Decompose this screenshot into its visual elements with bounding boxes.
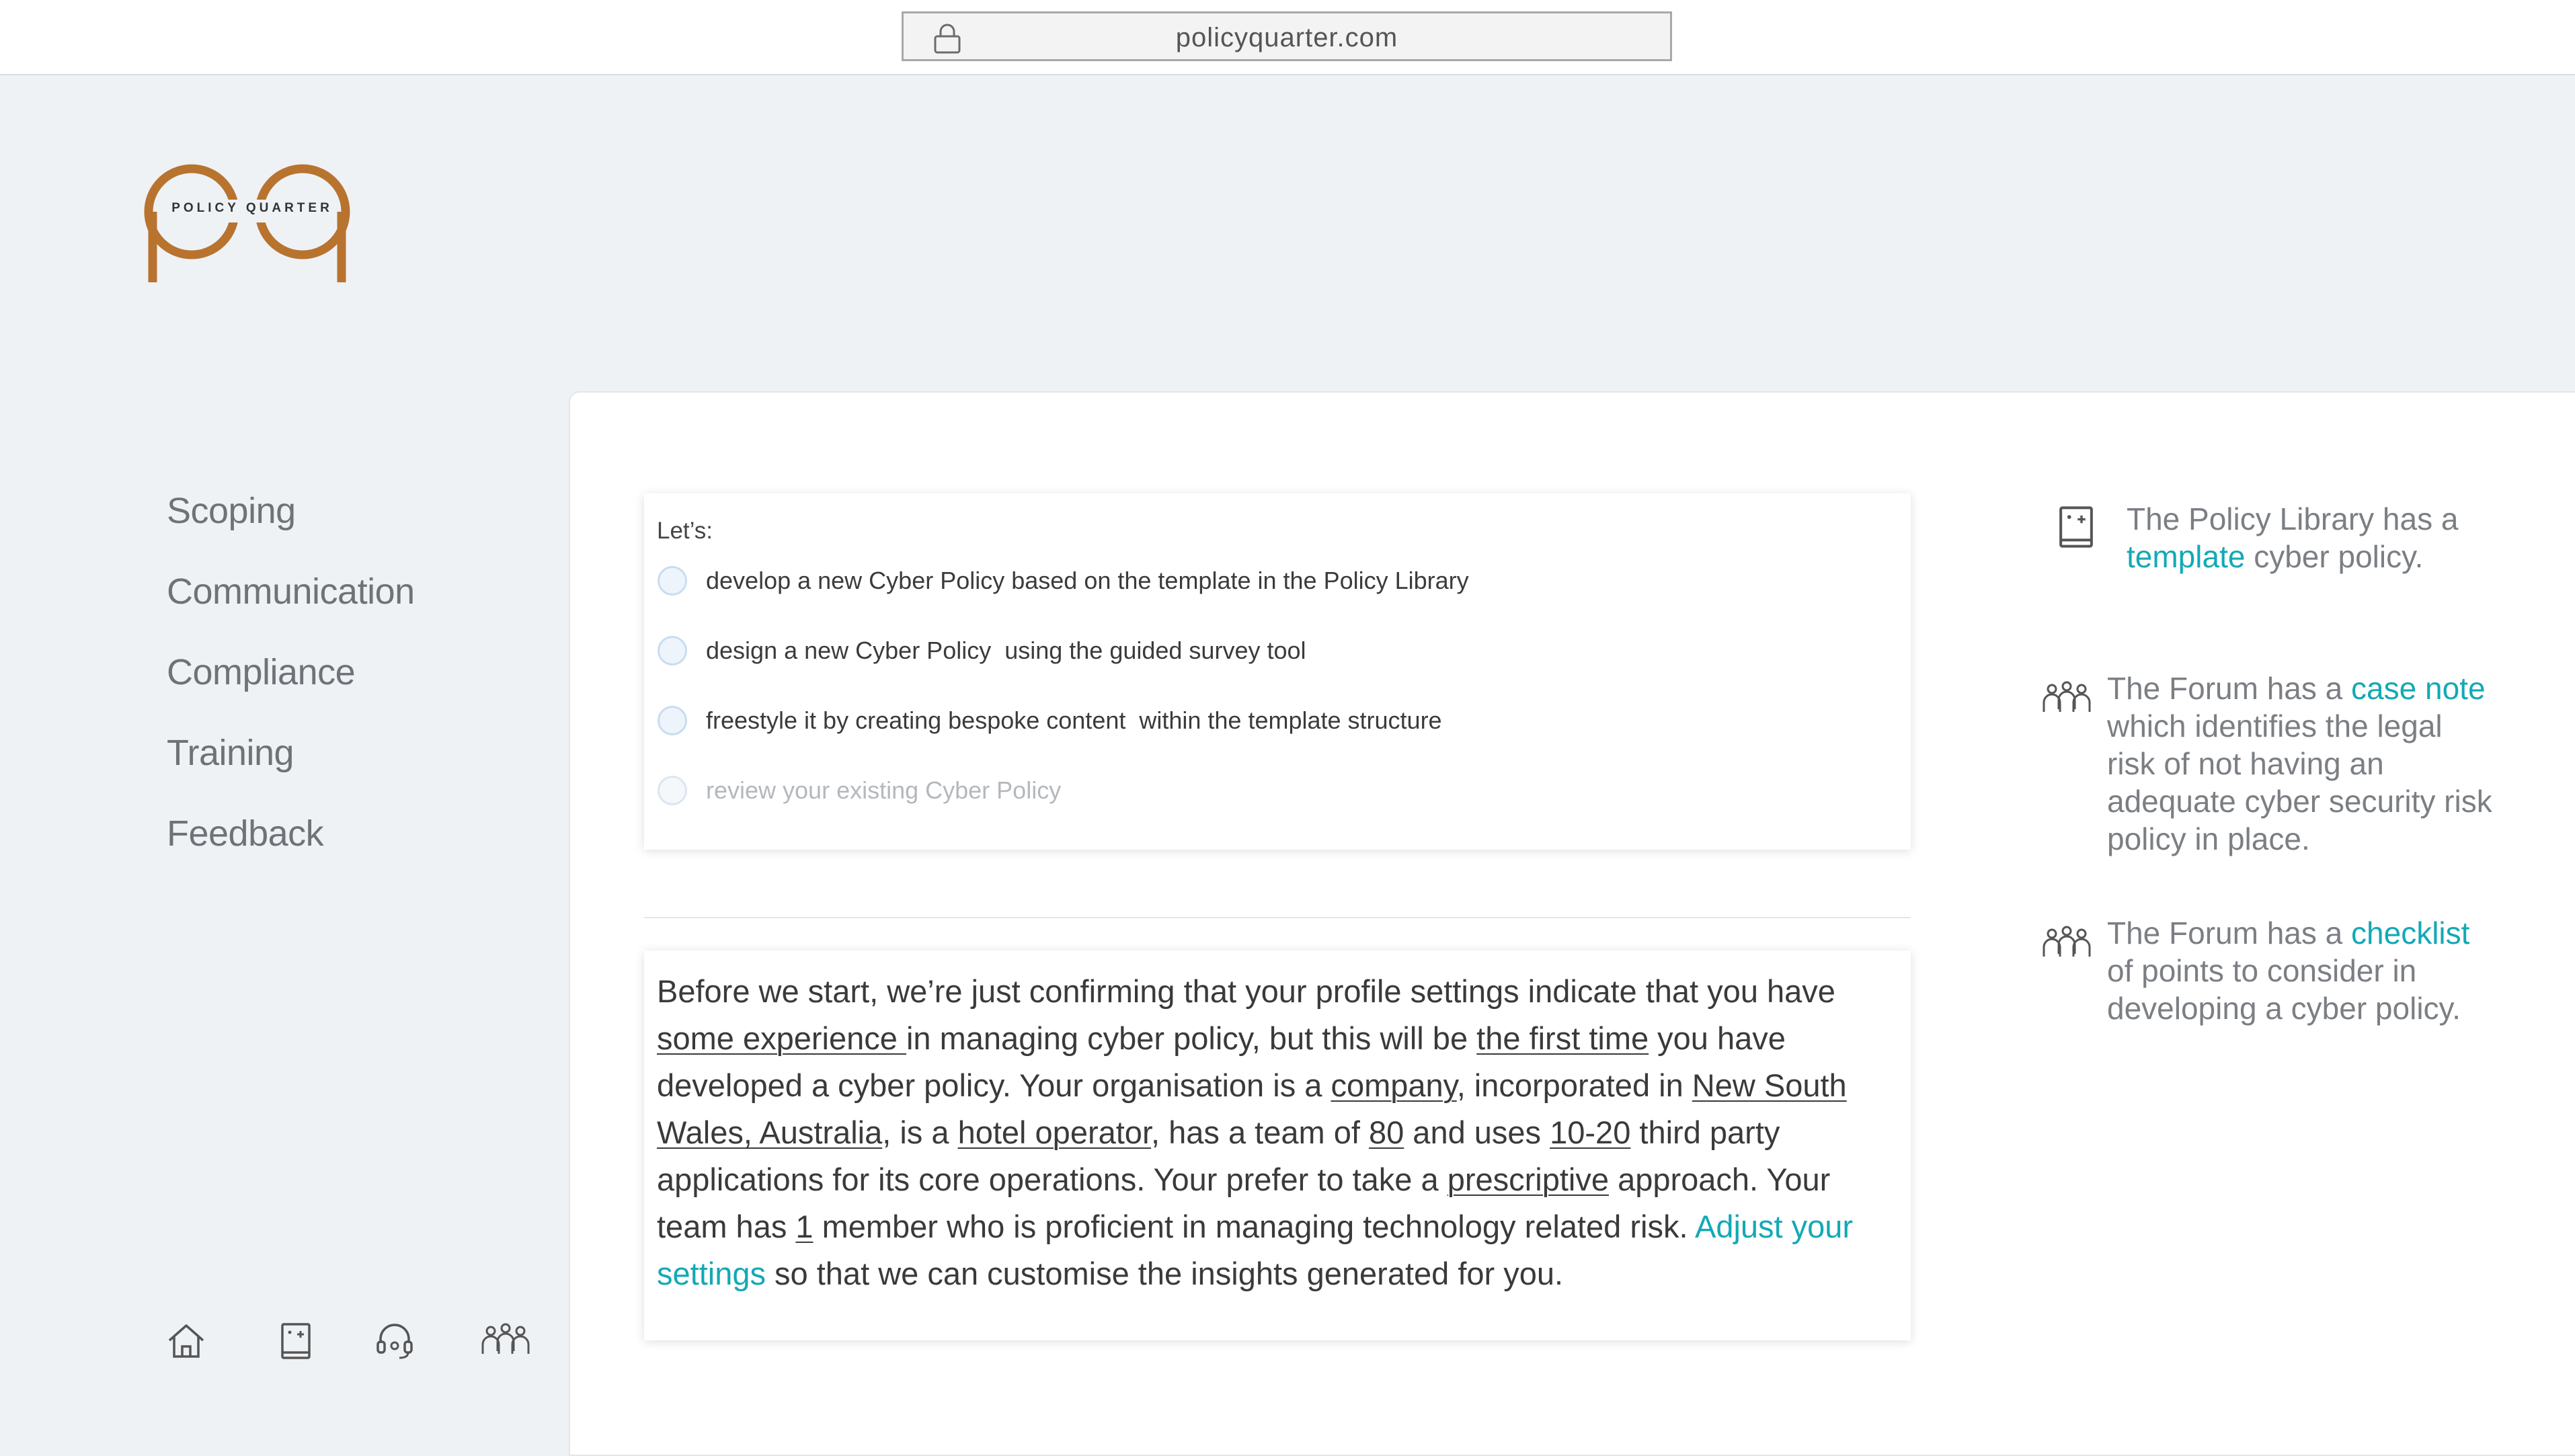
insight-pre: The Forum has a	[2107, 671, 2352, 706]
insight-post: which identifies the legal risk of not having an adequate cyber security risk policy in place.	[2107, 709, 2492, 856]
main-panel	[569, 391, 2575, 1456]
summary-text: , incorporated in	[1456, 1067, 1692, 1103]
sidebar-nav	[167, 481, 415, 884]
option-review-existing	[658, 770, 1061, 811]
summary-text: in managing cyber policy, but this will be	[906, 1020, 1477, 1056]
summary-text: , has a team of	[1151, 1115, 1369, 1150]
insight-post: of points to consider in developing a cyber policy.	[2107, 953, 2461, 1026]
policy-library-icon[interactable]	[272, 1318, 319, 1365]
radio-button	[658, 776, 687, 805]
insight-text	[2127, 500, 2476, 575]
options-card	[644, 493, 1911, 850]
template-link[interactable]: template	[2127, 539, 2246, 574]
option-freestyle[interactable]	[658, 700, 1442, 741]
option-label: review your existing Cyber Policy	[706, 776, 1062, 804]
nav-item-feedback[interactable]: Feedback	[167, 813, 324, 854]
summary-text: and uses	[1404, 1115, 1550, 1150]
adjust-settings-link[interactable]: Adjust your settings	[657, 1209, 1854, 1291]
nav-item-compliance[interactable]: Compliance	[167, 652, 356, 692]
organisation-type: company	[1331, 1067, 1457, 1103]
profile-summary-card	[644, 951, 1911, 1340]
profile-summary-text	[657, 968, 1894, 1297]
nav-item-training[interactable]: Training	[167, 733, 294, 773]
divider	[644, 917, 1911, 918]
insight-text	[2107, 914, 2470, 1027]
radio-button[interactable]	[658, 566, 687, 596]
experience-level: some experience	[657, 1020, 906, 1056]
forum-icon	[2040, 672, 2094, 726]
option-label: freestyle it by creating bespoke content within the template structure	[706, 706, 1442, 734]
home-icon[interactable]	[163, 1318, 210, 1365]
option-label: develop a new Cyber Policy based on the template in the Policy Library	[706, 567, 1469, 594]
option-label: design a new Cyber Policy using the guided survey tool	[706, 637, 1306, 664]
policy-library-icon	[2049, 500, 2103, 554]
insight-post: cyber policy.	[2245, 539, 2424, 574]
summary-text: , is a	[882, 1115, 958, 1150]
support-headset-icon[interactable]	[371, 1318, 418, 1365]
nav-item-communication[interactable]: Communication	[167, 571, 415, 612]
browser-chrome	[0, 0, 2575, 75]
industry: hotel operator	[957, 1115, 1152, 1150]
third-party-apps-count: 10-20	[1550, 1115, 1631, 1150]
summary-text: member who is proficient in managing technology related risk.	[813, 1209, 1695, 1244]
forum-icon[interactable]	[479, 1318, 532, 1365]
summary-text: third party applications for its core operations. Your prefer to take a	[657, 1115, 1780, 1197]
logo-wordmark: POLICY QUARTER	[171, 201, 333, 215]
forum-icon	[2040, 917, 2094, 971]
insight-pre: The Policy Library has a	[2127, 501, 2459, 536]
option-develop-from-template[interactable]	[658, 561, 1469, 601]
options-heading: Let’s:	[657, 518, 713, 544]
summary-text: so that we can customise the insights generated for you.	[765, 1256, 1564, 1291]
insight-text	[2107, 670, 2497, 858]
incorporation-location: New South Wales, Australia	[657, 1067, 1847, 1150]
insight-pre: The Forum has a	[2107, 916, 2352, 951]
summary-text: approach. Your team has	[657, 1162, 1831, 1244]
team-size: 80	[1368, 1115, 1404, 1150]
proficient-members-count: 1	[795, 1209, 814, 1244]
nav-item-scoping[interactable]: Scoping	[167, 491, 296, 531]
summary-text: you have developed a cyber policy. Your organisation is a	[657, 1020, 1786, 1103]
checklist-link[interactable]: checklist	[2351, 916, 2470, 951]
case-note-link[interactable]: case note	[2351, 671, 2486, 706]
url-bar[interactable]	[902, 11, 1672, 61]
summary-text: Before we start, we’re just confirming that your profile settings indicate that you have	[657, 973, 1835, 1009]
approach-preference: prescriptive	[1447, 1162, 1610, 1197]
url-text: policyquarter.com	[1175, 23, 1398, 52]
policy-history: the first time	[1476, 1020, 1649, 1056]
radio-button[interactable]	[658, 636, 687, 665]
option-guided-survey[interactable]	[658, 631, 1306, 671]
radio-button[interactable]	[658, 706, 687, 735]
policy-quarter-logo[interactable]	[141, 158, 360, 289]
